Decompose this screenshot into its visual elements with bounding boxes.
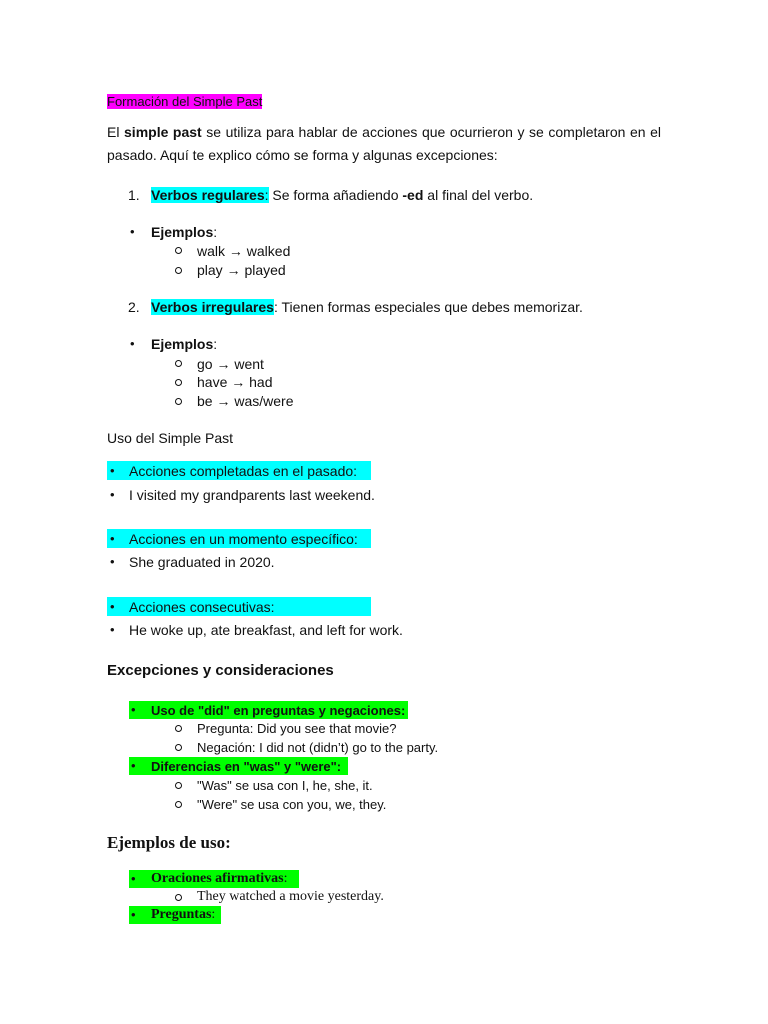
- bullet-icon: •: [130, 224, 135, 239]
- bullet-icon: •: [131, 702, 136, 717]
- section2-number: 2.: [128, 299, 140, 315]
- section2-examples-label: Ejemplos:: [151, 336, 218, 352]
- circle-bullet-icon: [175, 801, 182, 808]
- bullet-icon: •: [110, 554, 115, 569]
- excepciones-item-1-label: Uso de "did" en preguntas y negaciones:: [151, 703, 406, 718]
- bullet-icon: •: [110, 463, 115, 478]
- circle-bullet-icon: [175, 725, 182, 732]
- uso-item-1-label: Acciones completadas en el pasado:: [129, 463, 358, 479]
- section2-example-1: go → went: [197, 356, 264, 372]
- excepciones-item-1-sub-1: Pregunta: Did you see that movie?: [197, 721, 397, 736]
- excepciones-heading: Excepciones y consideraciones: [107, 662, 334, 679]
- circle-bullet-icon: [175, 894, 182, 901]
- section1-examples-label: Ejemplos:: [151, 224, 218, 240]
- circle-bullet-icon: [175, 782, 182, 789]
- section1-example-1: walk → walked: [197, 243, 291, 259]
- intro-paragraph: El simple past se utiliza para hablar de acciones que ocurrieron y se completaron en el pasado. Aquí te explico cómo se forma y algunas excepciones:: [107, 124, 662, 163]
- ejemplos-item-1-label: Oraciones afirmativas:: [151, 871, 288, 886]
- section2-line: Verbos irregulares: Tienen formas especiales que debes memorizar.: [151, 299, 583, 315]
- intro-bold-term: simple past: [124, 124, 202, 140]
- excepciones-item-2-sub-2: "Were" se usa con you, we, they.: [197, 797, 387, 812]
- circle-bullet-icon: [175, 744, 182, 751]
- bullet-icon: •: [131, 758, 136, 773]
- bullet-icon: •: [110, 599, 115, 614]
- circle-bullet-icon: [175, 360, 182, 367]
- section1-label: Verbos regulares: [151, 187, 265, 203]
- bullet-icon: •: [130, 336, 135, 351]
- uso-item-1-example: I visited my grandparents last weekend.: [129, 487, 375, 503]
- section2-example-2: have → had: [197, 374, 273, 390]
- bullet-icon: •: [110, 622, 115, 637]
- uso-item-2-label: Acciones en un momento específico:: [129, 531, 358, 547]
- section1-number: 1.: [128, 187, 140, 203]
- section1-example-2: play → played: [197, 262, 286, 278]
- circle-bullet-icon: [175, 398, 182, 405]
- excepciones-item-2-label: Diferencias en "was" y "were":: [151, 759, 342, 774]
- bullet-icon: •: [110, 487, 115, 502]
- excepciones-item-1-sub-2: Negación: I did not (didn’t) go to the party.: [197, 740, 439, 755]
- uso-item-2-example: She graduated in 2020.: [129, 554, 275, 570]
- ejemplos-item-1-sub-1: They watched a movie yesterday.: [197, 889, 384, 904]
- section2-example-3: be → was/were: [197, 393, 294, 409]
- section1-line: Verbos regulares: Se forma añadiendo -ed al final del verbo.: [151, 187, 534, 203]
- section2-label: Verbos irregulares: [151, 299, 274, 315]
- circle-bullet-icon: [175, 267, 182, 274]
- ejemplos-item-2-label: Preguntas:: [151, 907, 216, 922]
- bullet-icon: •: [131, 871, 136, 886]
- circle-bullet-icon: [175, 247, 182, 254]
- circle-bullet-icon: [175, 379, 182, 386]
- uso-item-3-label: Acciones consecutivas:: [129, 599, 275, 615]
- excepciones-item-2-sub-1: "Was" se usa con I, he, she, it.: [197, 778, 373, 793]
- ejemplos-heading: Ejemplos de uso:: [107, 833, 231, 852]
- uso-item-3-example: He woke up, ate breakfast, and left for work.: [129, 622, 403, 638]
- bullet-icon: •: [110, 531, 115, 546]
- bullet-icon: •: [131, 907, 136, 922]
- document-title: Formación del Simple Past: [107, 94, 263, 109]
- uso-heading: Uso del Simple Past: [107, 430, 234, 446]
